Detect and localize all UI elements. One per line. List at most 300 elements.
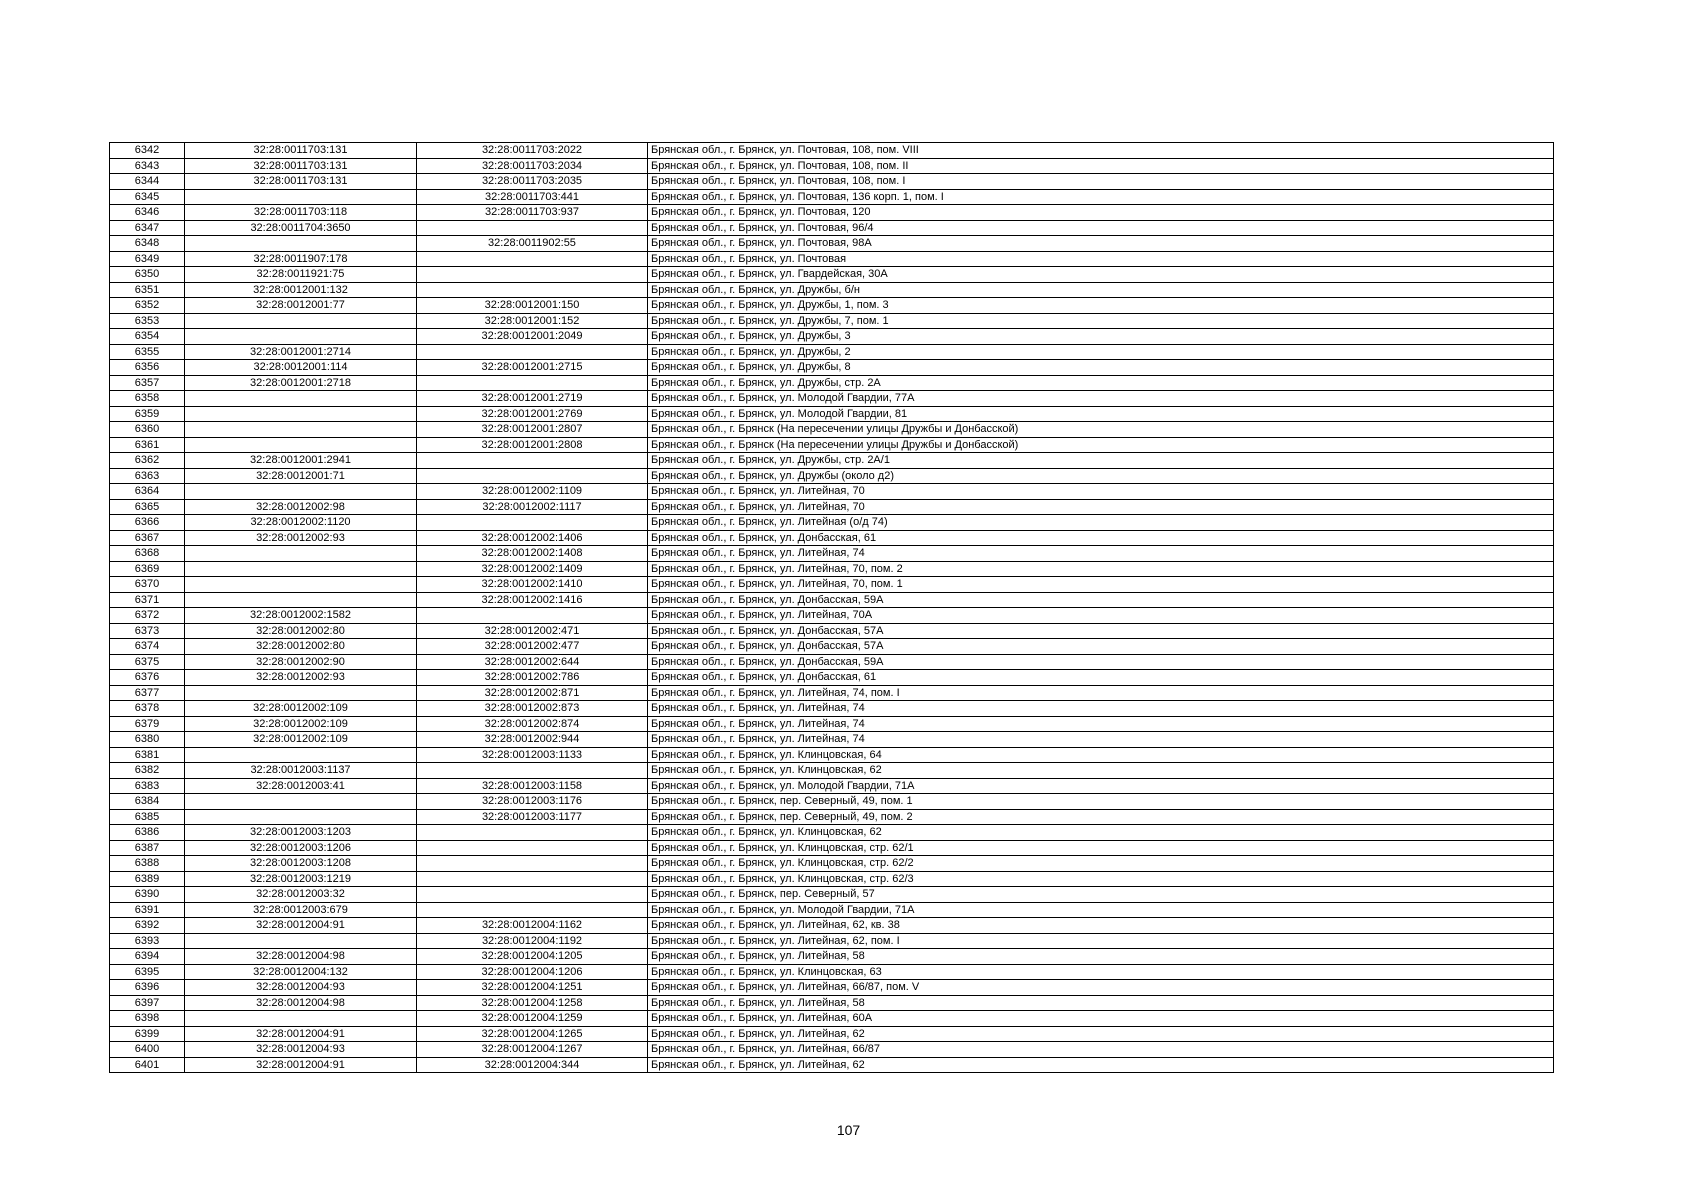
land-parcel-number-cell [185, 236, 417, 252]
building-number-cell: 32:28:0012002:1410 [417, 577, 648, 593]
table-row [110, 623, 1554, 639]
table-row [110, 360, 1554, 376]
land-parcel-number-cell: 32:28:0012003:1206 [185, 840, 417, 856]
address-cell: Брянская обл., г. Брянск, ул. Дружбы, 7, пом. 1 [648, 313, 1554, 329]
row-number-cell: 6360 [110, 422, 185, 438]
building-number-cell: 32:28:0011703:937 [417, 205, 648, 221]
table-row [110, 251, 1554, 267]
address-cell: Брянская обл., г. Брянск, ул. Дружбы (около д2) [648, 468, 1554, 484]
address-cell: Брянская обл., г. Брянск, ул. Клинцовская, стр. 62/1 [648, 840, 1554, 856]
address-cell: Брянская обл., г. Брянск, ул. Дружбы, стр. 2А/1 [648, 453, 1554, 469]
table-row [110, 546, 1554, 562]
land-parcel-number-cell: 32:28:0012004:98 [185, 949, 417, 965]
row-number-cell: 6347 [110, 220, 185, 236]
address-cell: Брянская обл., г. Брянск, ул. Донбасская, 57А [648, 639, 1554, 655]
address-cell: Брянская обл., г. Брянск, ул. Дружбы, 3 [648, 329, 1554, 345]
table-row [110, 964, 1554, 980]
land-parcel-number-cell: 32:28:0012004:93 [185, 1042, 417, 1058]
building-number-cell: 32:28:0012002:1406 [417, 530, 648, 546]
table-row [110, 825, 1554, 841]
table-row [110, 1057, 1554, 1073]
address-cell: Брянская обл., г. Брянск, ул. Клинцовская, 64 [648, 747, 1554, 763]
table-row [110, 422, 1554, 438]
table-row [110, 267, 1554, 283]
building-number-cell: 32:28:0012004:344 [417, 1057, 648, 1073]
address-cell: Брянская обл., г. Брянск, ул. Дружбы, 1, пом. 3 [648, 298, 1554, 314]
table-row [110, 856, 1554, 872]
building-number-cell: 32:28:0012003:1158 [417, 778, 648, 794]
building-number-cell [417, 515, 648, 531]
table-row [110, 685, 1554, 701]
land-parcel-number-cell: 32:28:0012003:679 [185, 902, 417, 918]
building-number-cell [417, 282, 648, 298]
row-number-cell: 6375 [110, 654, 185, 670]
address-cell: Брянская обл., г. Брянск, ул. Дружбы, 8 [648, 360, 1554, 376]
building-number-cell: 32:28:0012004:1258 [417, 995, 648, 1011]
land-parcel-number-cell [185, 484, 417, 500]
building-number-cell: 32:28:0012002:1409 [417, 561, 648, 577]
land-parcel-number-cell: 32:28:0012004:98 [185, 995, 417, 1011]
row-number-cell: 6343 [110, 158, 185, 174]
land-parcel-number-cell: 32:28:0011703:131 [185, 158, 417, 174]
address-cell: Брянская обл., г. Брянск, ул. Дружбы, б/н [648, 282, 1554, 298]
building-number-cell: 32:28:0012002:471 [417, 623, 648, 639]
land-parcel-number-cell: 32:28:0012004:91 [185, 1057, 417, 1073]
address-cell: Брянская обл., г. Брянск, ул. Дружбы, стр. 2А [648, 375, 1554, 391]
address-cell: Брянская обл., г. Брянск, ул. Клинцовская, стр. 62/2 [648, 856, 1554, 872]
table-row [110, 732, 1554, 748]
address-cell: Брянская обл., г. Брянск, ул. Литейная, 74, пом. I [648, 685, 1554, 701]
row-number-cell: 6346 [110, 205, 185, 221]
land-parcel-number-cell [185, 809, 417, 825]
building-number-cell: 32:28:0011703:441 [417, 189, 648, 205]
row-number-cell: 6350 [110, 267, 185, 283]
row-number-cell: 6363 [110, 468, 185, 484]
table-row [110, 840, 1554, 856]
row-number-cell: 6383 [110, 778, 185, 794]
address-cell: Брянская обл., г. Брянск, ул. Гвардейская, 30А [648, 267, 1554, 283]
land-parcel-number-cell [185, 685, 417, 701]
table-row [110, 670, 1554, 686]
table-row [110, 189, 1554, 205]
building-number-cell: 32:28:0012004:1267 [417, 1042, 648, 1058]
building-number-cell [417, 453, 648, 469]
address-cell: Брянская обл., г. Брянск, ул. Литейная, 62 [648, 1057, 1554, 1073]
row-number-cell: 6394 [110, 949, 185, 965]
row-number-cell: 6348 [110, 236, 185, 252]
land-parcel-number-cell: 32:28:0012002:93 [185, 670, 417, 686]
table-row [110, 236, 1554, 252]
row-number-cell: 6393 [110, 933, 185, 949]
building-number-cell [417, 825, 648, 841]
row-number-cell: 6380 [110, 732, 185, 748]
building-number-cell: 32:28:0012003:1133 [417, 747, 648, 763]
address-cell: Брянская обл., г. Брянск, ул. Литейная, 70 [648, 499, 1554, 515]
land-parcel-number-cell: 32:28:0012001:71 [185, 468, 417, 484]
row-number-cell: 6401 [110, 1057, 185, 1073]
row-number-cell: 6396 [110, 980, 185, 996]
land-parcel-number-cell: 32:28:0012003:1208 [185, 856, 417, 872]
land-parcel-number-cell: 32:28:0011704:3650 [185, 220, 417, 236]
land-parcel-number-cell: 32:28:0012002:1120 [185, 515, 417, 531]
address-cell: Брянская обл., г. Брянск, ул. Литейная, 70, пом. 2 [648, 561, 1554, 577]
address-cell: Брянская обл., г. Брянск, ул. Молодой Гвардии, 81 [648, 406, 1554, 422]
land-parcel-number-cell: 32:28:0012002:109 [185, 701, 417, 717]
row-number-cell: 6353 [110, 313, 185, 329]
land-parcel-number-cell: 32:28:0012002:93 [185, 530, 417, 546]
address-cell: Брянская обл., г. Брянск, ул. Литейная, 60А [648, 1011, 1554, 1027]
table-row [110, 778, 1554, 794]
land-parcel-number-cell: 32:28:0011703:131 [185, 143, 417, 159]
row-number-cell: 6367 [110, 530, 185, 546]
row-number-cell: 6389 [110, 871, 185, 887]
address-cell: Брянская обл., г. Брянск, пер. Северный, 49, пом. 2 [648, 809, 1554, 825]
address-cell: Брянская обл., г. Брянск, ул. Донбасская, 61 [648, 670, 1554, 686]
building-number-cell [417, 267, 648, 283]
land-parcel-number-cell [185, 1011, 417, 1027]
land-parcel-number-cell: 32:28:0012003:1137 [185, 763, 417, 779]
row-number-cell: 6374 [110, 639, 185, 655]
building-number-cell: 32:28:0011902:55 [417, 236, 648, 252]
table-row [110, 949, 1554, 965]
address-cell: Брянская обл., г. Брянск, ул. Почтовая, 96/4 [648, 220, 1554, 236]
land-parcel-number-cell: 32:28:0011907:178 [185, 251, 417, 267]
table-row [110, 515, 1554, 531]
land-parcel-number-cell: 32:28:0012003:32 [185, 887, 417, 903]
table-row [110, 329, 1554, 345]
building-number-cell: 32:28:0011703:2022 [417, 143, 648, 159]
land-parcel-number-cell [185, 422, 417, 438]
building-number-cell: 32:28:0012002:1416 [417, 592, 648, 608]
building-number-cell: 32:28:0012001:2807 [417, 422, 648, 438]
table-row [110, 437, 1554, 453]
row-number-cell: 6400 [110, 1042, 185, 1058]
address-cell: Брянская обл., г. Брянск, пер. Северный, 49, пом. 1 [648, 794, 1554, 810]
address-cell: Брянская обл., г. Брянск, ул. Донбасская, 59А [648, 592, 1554, 608]
building-number-cell [417, 375, 648, 391]
address-cell: Брянская обл., г. Брянск, ул. Клинцовская, 63 [648, 964, 1554, 980]
building-number-cell [417, 763, 648, 779]
page-number: 107 [836, 1122, 861, 1138]
address-cell: Брянская обл., г. Брянск, ул. Почтовая, 98А [648, 236, 1554, 252]
row-number-cell: 6362 [110, 453, 185, 469]
address-cell: Брянская обл., г. Брянск, ул. Почтовая, 120 [648, 205, 1554, 221]
row-number-cell: 6357 [110, 375, 185, 391]
building-number-cell [417, 251, 648, 267]
table-row [110, 499, 1554, 515]
building-number-cell: 32:28:0012002:1109 [417, 484, 648, 500]
land-parcel-number-cell [185, 391, 417, 407]
address-cell: Брянская обл., г. Брянск, ул. Литейная, 70, пом. 1 [648, 577, 1554, 593]
land-parcel-number-cell [185, 592, 417, 608]
building-number-cell: 32:28:0011703:2035 [417, 174, 648, 190]
address-cell: Брянская обл., г. Брянск (На пересечении улицы Дружбы и Донбасской) [648, 437, 1554, 453]
land-parcel-number-cell [185, 561, 417, 577]
row-number-cell: 6361 [110, 437, 185, 453]
address-cell: Брянская обл., г. Брянск, ул. Литейная (о/д 74) [648, 515, 1554, 531]
building-number-cell: 32:28:0011703:2034 [417, 158, 648, 174]
address-cell: Брянская обл., г. Брянск, ул. Почтовая, 108, пом. VIII [648, 143, 1554, 159]
land-parcel-number-cell: 32:28:0012003:1219 [185, 871, 417, 887]
address-cell: Брянская обл., г. Брянск, ул. Молодой Гвардии, 77А [648, 391, 1554, 407]
table-row [110, 747, 1554, 763]
table-row [110, 282, 1554, 298]
address-cell: Брянская обл., г. Брянск, ул. Литейная, 62, пом. I [648, 933, 1554, 949]
building-number-cell: 32:28:0012002:873 [417, 701, 648, 717]
row-number-cell: 6372 [110, 608, 185, 624]
building-number-cell: 32:28:0012002:644 [417, 654, 648, 670]
row-number-cell: 6349 [110, 251, 185, 267]
building-number-cell [417, 887, 648, 903]
table-row [110, 980, 1554, 996]
row-number-cell: 6366 [110, 515, 185, 531]
land-parcel-number-cell: 32:28:0012003:41 [185, 778, 417, 794]
land-parcel-number-cell [185, 406, 417, 422]
table-row [110, 577, 1554, 593]
land-parcel-number-cell [185, 546, 417, 562]
row-number-cell: 6359 [110, 406, 185, 422]
land-parcel-number-cell [185, 329, 417, 345]
land-parcel-number-cell: 32:28:0012002:109 [185, 732, 417, 748]
table-row [110, 1011, 1554, 1027]
land-parcel-number-cell: 32:28:0012001:132 [185, 282, 417, 298]
row-number-cell: 6386 [110, 825, 185, 841]
building-number-cell: 32:28:0012004:1205 [417, 949, 648, 965]
building-number-cell [417, 468, 648, 484]
table-row [110, 592, 1554, 608]
row-number-cell: 6376 [110, 670, 185, 686]
address-cell: Брянская обл., г. Брянск, ул. Почтовая [648, 251, 1554, 267]
table-row [110, 375, 1554, 391]
table-row [110, 933, 1554, 949]
table-row [110, 716, 1554, 732]
row-number-cell: 6384 [110, 794, 185, 810]
table-row [110, 809, 1554, 825]
address-cell: Брянская обл., г. Брянск, ул. Почтовая, 108, пом. I [648, 174, 1554, 190]
table-row [110, 654, 1554, 670]
row-number-cell: 6398 [110, 1011, 185, 1027]
land-parcel-number-cell [185, 747, 417, 763]
row-number-cell: 6371 [110, 592, 185, 608]
row-number-cell: 6390 [110, 887, 185, 903]
land-parcel-number-cell: 32:28:0012002:90 [185, 654, 417, 670]
row-number-cell: 6391 [110, 902, 185, 918]
table-row [110, 530, 1554, 546]
building-number-cell: 32:28:0012001:2808 [417, 437, 648, 453]
building-number-cell: 32:28:0012004:1259 [417, 1011, 648, 1027]
land-parcel-number-cell: 32:28:0012002:98 [185, 499, 417, 515]
row-number-cell: 6385 [110, 809, 185, 825]
address-cell: Брянская обл., г. Брянск, ул. Литейная, 74 [648, 701, 1554, 717]
building-number-cell: 32:28:0012004:1265 [417, 1026, 648, 1042]
row-number-cell: 6365 [110, 499, 185, 515]
land-parcel-number-cell [185, 437, 417, 453]
address-cell: Брянская обл., г. Брянск, ул. Литейная, 74 [648, 732, 1554, 748]
address-cell: Брянская обл., г. Брянск, ул. Литейная, 62, кв. 38 [648, 918, 1554, 934]
building-number-cell [417, 344, 648, 360]
land-parcel-number-cell: 32:28:0012004:91 [185, 1026, 417, 1042]
address-cell: Брянская обл., г. Брянск, ул. Литейная, 70А [648, 608, 1554, 624]
row-number-cell: 6345 [110, 189, 185, 205]
row-number-cell: 6352 [110, 298, 185, 314]
row-number-cell: 6369 [110, 561, 185, 577]
address-cell: Брянская обл., г. Брянск, ул. Донбасская, 57А [648, 623, 1554, 639]
address-cell: Брянская обл., г. Брянск, ул. Литейная, 74 [648, 716, 1554, 732]
table-row [110, 468, 1554, 484]
building-number-cell: 32:28:0012001:2719 [417, 391, 648, 407]
table-row [110, 701, 1554, 717]
row-number-cell: 6351 [110, 282, 185, 298]
land-parcel-number-cell: 32:28:0012001:77 [185, 298, 417, 314]
address-cell: Брянская обл., г. Брянск, ул. Дружбы, 2 [648, 344, 1554, 360]
land-parcel-number-cell: 32:28:0011921:75 [185, 267, 417, 283]
building-number-cell [417, 902, 648, 918]
table-row [110, 608, 1554, 624]
building-number-cell [417, 608, 648, 624]
building-number-cell: 32:28:0012002:944 [417, 732, 648, 748]
building-number-cell [417, 220, 648, 236]
land-parcel-number-cell [185, 794, 417, 810]
address-cell: Брянская обл., г. Брянск, ул. Литейная, 66/87 [648, 1042, 1554, 1058]
address-cell: Брянская обл., г. Брянск, ул. Литейная, 58 [648, 949, 1554, 965]
land-parcel-number-cell: 32:28:0012002:109 [185, 716, 417, 732]
table-row [110, 763, 1554, 779]
table-row [110, 406, 1554, 422]
land-parcel-number-cell: 32:28:0011703:118 [185, 205, 417, 221]
land-parcel-number-cell [185, 313, 417, 329]
land-parcel-number-cell [185, 933, 417, 949]
table-row [110, 220, 1554, 236]
address-cell: Брянская обл., г. Брянск, пер. Северный, 57 [648, 887, 1554, 903]
row-number-cell: 6377 [110, 685, 185, 701]
building-number-cell: 32:28:0012004:1206 [417, 964, 648, 980]
address-cell: Брянская обл., г. Брянск, ул. Литейная, 62 [648, 1026, 1554, 1042]
row-number-cell: 6379 [110, 716, 185, 732]
table-row [110, 902, 1554, 918]
address-cell: Брянская обл., г. Брянск, ул. Почтовая, 108, пом. II [648, 158, 1554, 174]
land-parcel-number-cell [185, 189, 417, 205]
table-row [110, 344, 1554, 360]
table-body [110, 143, 1554, 1073]
land-parcel-number-cell: 32:28:0012001:2941 [185, 453, 417, 469]
building-number-cell [417, 871, 648, 887]
building-number-cell: 32:28:0012002:1117 [417, 499, 648, 515]
building-number-cell: 32:28:0012001:150 [417, 298, 648, 314]
address-cell: Брянская обл., г. Брянск, ул. Молодой Гвардии, 71А [648, 902, 1554, 918]
row-number-cell: 6381 [110, 747, 185, 763]
table-row [110, 918, 1554, 934]
row-number-cell: 6395 [110, 964, 185, 980]
row-number-cell: 6370 [110, 577, 185, 593]
land-parcel-number-cell: 32:28:0012004:93 [185, 980, 417, 996]
building-number-cell [417, 856, 648, 872]
row-number-cell: 6364 [110, 484, 185, 500]
land-parcel-number-cell: 32:28:0012001:2714 [185, 344, 417, 360]
row-number-cell: 6382 [110, 763, 185, 779]
land-parcel-number-cell: 32:28:0012002:80 [185, 639, 417, 655]
address-cell: Брянская обл., г. Брянск, ул. Клинцовская, стр. 62/3 [648, 871, 1554, 887]
building-number-cell [417, 840, 648, 856]
address-cell: Брянская обл., г. Брянск, ул. Литейная, 70 [648, 484, 1554, 500]
address-cell: Брянская обл., г. Брянск (На пересечении улицы Дружбы и Донбасской) [648, 422, 1554, 438]
row-number-cell: 6342 [110, 143, 185, 159]
table-row [110, 453, 1554, 469]
row-number-cell: 6344 [110, 174, 185, 190]
table-row [110, 158, 1554, 174]
building-number-cell: 32:28:0012002:871 [417, 685, 648, 701]
land-parcel-number-cell: 32:28:0012002:80 [185, 623, 417, 639]
address-cell: Брянская обл., г. Брянск, ул. Клинцовская, 62 [648, 763, 1554, 779]
table-row [110, 1042, 1554, 1058]
building-number-cell: 32:28:0012004:1162 [417, 918, 648, 934]
table-row [110, 995, 1554, 1011]
building-number-cell: 32:28:0012002:874 [417, 716, 648, 732]
row-number-cell: 6358 [110, 391, 185, 407]
row-number-cell: 6388 [110, 856, 185, 872]
land-parcel-number-cell [185, 577, 417, 593]
building-number-cell: 32:28:0012002:1408 [417, 546, 648, 562]
row-number-cell: 6397 [110, 995, 185, 1011]
table-row [110, 1026, 1554, 1042]
row-number-cell: 6399 [110, 1026, 185, 1042]
building-number-cell: 32:28:0012001:2715 [417, 360, 648, 376]
table-row [110, 794, 1554, 810]
table-row [110, 391, 1554, 407]
address-cell: Брянская обл., г. Брянск, ул. Молодой Гвардии, 71А [648, 778, 1554, 794]
land-parcel-number-cell: 32:28:0012001:114 [185, 360, 417, 376]
table-row [110, 887, 1554, 903]
building-number-cell: 32:28:0012001:2049 [417, 329, 648, 345]
row-number-cell: 6355 [110, 344, 185, 360]
table-row [110, 871, 1554, 887]
address-cell: Брянская обл., г. Брянск, ул. Клинцовская, 62 [648, 825, 1554, 841]
building-number-cell: 32:28:0012004:1251 [417, 980, 648, 996]
address-cell: Брянская обл., г. Брянск, ул. Донбасская, 59А [648, 654, 1554, 670]
address-cell: Брянская обл., г. Брянск, ул. Донбасская, 61 [648, 530, 1554, 546]
table-row [110, 174, 1554, 190]
row-number-cell: 6356 [110, 360, 185, 376]
land-parcel-number-cell: 32:28:0011703:131 [185, 174, 417, 190]
building-number-cell: 32:28:0012003:1176 [417, 794, 648, 810]
land-parcel-number-cell: 32:28:0012002:1582 [185, 608, 417, 624]
row-number-cell: 6378 [110, 701, 185, 717]
land-parcel-number-cell: 32:28:0012003:1203 [185, 825, 417, 841]
table-row [110, 205, 1554, 221]
address-cell: Брянская обл., г. Брянск, ул. Почтовая, 136 корп. 1, пом. I [648, 189, 1554, 205]
table-row [110, 561, 1554, 577]
table-row [110, 143, 1554, 159]
building-number-cell: 32:28:0012001:152 [417, 313, 648, 329]
cadastral-table [109, 142, 1554, 1073]
address-cell: Брянская обл., г. Брянск, ул. Литейная, 66/87, пом. V [648, 980, 1554, 996]
row-number-cell: 6373 [110, 623, 185, 639]
building-number-cell: 32:28:0012004:1192 [417, 933, 648, 949]
building-number-cell: 32:28:0012003:1177 [417, 809, 648, 825]
land-parcel-number-cell: 32:28:0012004:132 [185, 964, 417, 980]
table-row [110, 484, 1554, 500]
land-parcel-number-cell: 32:28:0012004:91 [185, 918, 417, 934]
building-number-cell: 32:28:0012002:477 [417, 639, 648, 655]
table-row [110, 313, 1554, 329]
address-cell: Брянская обл., г. Брянск, ул. Литейная, 74 [648, 546, 1554, 562]
row-number-cell: 6368 [110, 546, 185, 562]
building-number-cell: 32:28:0012001:2769 [417, 406, 648, 422]
table-row [110, 298, 1554, 314]
row-number-cell: 6392 [110, 918, 185, 934]
building-number-cell: 32:28:0012002:786 [417, 670, 648, 686]
address-cell: Брянская обл., г. Брянск, ул. Литейная, 58 [648, 995, 1554, 1011]
land-parcel-number-cell: 32:28:0012001:2718 [185, 375, 417, 391]
